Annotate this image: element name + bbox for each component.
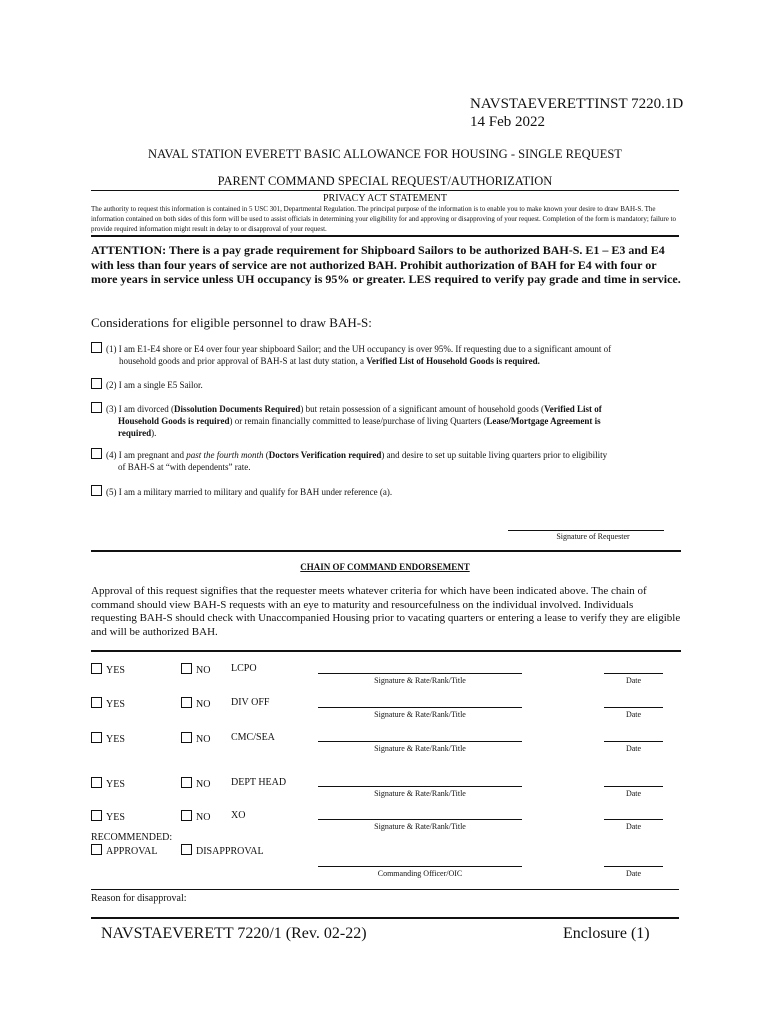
checkbox-icon <box>181 663 192 674</box>
xo-date-label: Date <box>625 822 642 831</box>
privacy-statement: The authority to request this information is contained in 5 USC 301, Departmental Regulation. The principal purpose of the information is to enable you to make known your desire to draw BAH-S. The information contained on both sides of this form will be used to assist officials in determining your eligibility for and approving or disapproving of your request. Completion of the form is mandatory; failure to provide required information might result in delay to or disapproval of your request. <box>91 205 677 233</box>
divoff-signature-line[interactable] <box>318 707 522 708</box>
lcpo-date-line[interactable] <box>604 673 663 674</box>
instruction-date: 14 Feb 2022 <box>470 114 545 130</box>
checkbox-icon <box>91 663 102 674</box>
reason-line[interactable] <box>91 917 679 919</box>
xo-role: XO <box>231 810 246 821</box>
cmc-yes[interactable]: YES <box>91 732 125 745</box>
co-date-line[interactable] <box>604 866 663 867</box>
lcpo-yes[interactable]: YES <box>91 663 125 676</box>
depthead-role: DEPT HEAD <box>231 777 287 788</box>
lcpo-signature-line[interactable] <box>318 673 522 674</box>
checkbox-icon <box>91 844 102 855</box>
cmc-no[interactable]: NO <box>181 732 210 745</box>
option-4: (4) I am pregnant and past the fourth month (Doctors Verification required) and desire to set up suitable living quarters prior to eligibility of BAH-S at “with dependents” rate. <box>91 448 681 473</box>
recommend-approval[interactable]: APPROVAL <box>91 844 158 857</box>
option-5: (5) I am a military married to military and qualify for BAH under reference (a). <box>91 485 681 498</box>
checkbox-icon <box>181 777 192 788</box>
co-signature-line[interactable] <box>318 866 522 867</box>
divoff-date-label: Date <box>625 710 642 719</box>
checkbox-icon <box>181 732 192 743</box>
divoff-no[interactable]: NO <box>181 697 210 710</box>
checkbox-icon <box>181 844 192 855</box>
depthead-date-line[interactable] <box>604 786 663 787</box>
attention-notice: ATTENTION: There is a pay grade requirement for Shipboard Sailors to be authorized BAH-S. E1 – E3 and E4 with less than four years of service are not authorized BAH. Prohibit authorization of BAH for E4 with four or more years in service unless UH occupancy is 95% or greater. LES required to verify pay grade and time in service. <box>91 243 681 286</box>
requester-signature-label: Signature of Requester <box>556 532 630 541</box>
reason-for-disapproval-label: Reason for disapproval: <box>91 893 187 904</box>
divoff-yes[interactable]: YES <box>91 697 125 710</box>
option-3: (3) I am divorced (Dissolution Documents Required) but retain possession of a significant amount of household goods (Verified List of Household Goods is required) or remain financially committed to lease/purchase of living Quarters (Lease/Mortgage Agreement is required). <box>91 402 681 439</box>
xo-signature-line[interactable] <box>318 819 522 820</box>
instruction-number: NAVSTAEVERETTINST 7220.1D <box>470 96 684 112</box>
divoff-date-line[interactable] <box>604 707 663 708</box>
xo-yes[interactable]: YES <box>91 810 125 823</box>
lcpo-date-label: Date <box>625 676 642 685</box>
option-1: (1) I am E1-E4 shore or E4 over four year shipboard Sailor; and the UH occupancy is over 95%. If requesting due to a significant amount of household goods and prior approval of BAH-S at last duty station, a Verified List of Household Goods is required. <box>91 342 681 367</box>
checkbox-icon <box>181 697 192 708</box>
checkbox-icon <box>91 697 102 708</box>
endorsement-text: Approval of this request signifies that the requester meets whatever criteria for which have been indicated above. The chain of command should view BAH-S requests with an eye to maturity and resourcefulness on the individual involved. Individuals requesting BAH-S should check with Unaccompanied Housing prior to vacating quarters or entering a lease to verify they are eligible and will be authorized BAH. <box>91 585 681 638</box>
depthead-date-label: Date <box>625 789 642 798</box>
co-date-label: Date <box>625 869 642 878</box>
option-2: (2) I am a single E5 Sailor. <box>91 378 681 391</box>
lcpo-no[interactable]: NO <box>181 663 210 676</box>
co-signature-label: Commanding Officer/OIC <box>377 869 463 878</box>
xo-no[interactable]: NO <box>181 810 210 823</box>
divoff-signature-label: Signature & Rate/Rank/Title <box>374 710 466 719</box>
checkbox-icon <box>91 810 102 821</box>
lcpo-signature-label: Signature & Rate/Rank/Title <box>374 676 466 685</box>
cmc-date-line[interactable] <box>604 741 663 742</box>
recommended-label: RECOMMENDED: <box>91 832 173 843</box>
checkbox-icon <box>91 777 102 788</box>
checkbox-icon <box>181 810 192 821</box>
cmc-signature-line[interactable] <box>318 741 522 742</box>
cmc-date-label: Date <box>625 744 642 753</box>
divider <box>91 889 679 890</box>
cmc-role: CMC/SEA <box>231 732 275 743</box>
xo-signature-label: Signature & Rate/Rank/Title <box>374 822 466 831</box>
endorsement-title: CHAIN OF COMMAND ENDORSEMENT <box>300 562 470 572</box>
enclosure-label: Enclosure (1) <box>563 925 650 942</box>
checkbox-icon <box>91 732 102 743</box>
xo-date-line[interactable] <box>604 819 663 820</box>
considerations-heading: Considerations for eligible personnel to draw BAH-S: <box>91 315 372 330</box>
depthead-signature-line[interactable] <box>318 786 522 787</box>
privacy-heading: PRIVACY ACT STATEMENT <box>322 193 448 204</box>
form-title: NAVAL STATION EVERETT BASIC ALLOWANCE FOR HOUSING - SINGLE REQUEST <box>148 147 622 161</box>
depthead-no[interactable]: NO <box>181 777 210 790</box>
form-subtitle: PARENT COMMAND SPECIAL REQUEST/AUTHORIZATION <box>217 174 553 188</box>
cmc-signature-label: Signature & Rate/Rank/Title <box>374 744 466 753</box>
lcpo-role: LCPO <box>231 663 257 674</box>
form-number: NAVSTAEVERETT 7220/1 (Rev. 02-22) <box>101 925 367 942</box>
depthead-signature-label: Signature & Rate/Rank/Title <box>374 789 466 798</box>
divoff-role: DIV OFF <box>231 697 270 708</box>
depthead-yes[interactable]: YES <box>91 777 125 790</box>
recommend-disapproval[interactable]: DISAPPROVAL <box>181 844 264 857</box>
